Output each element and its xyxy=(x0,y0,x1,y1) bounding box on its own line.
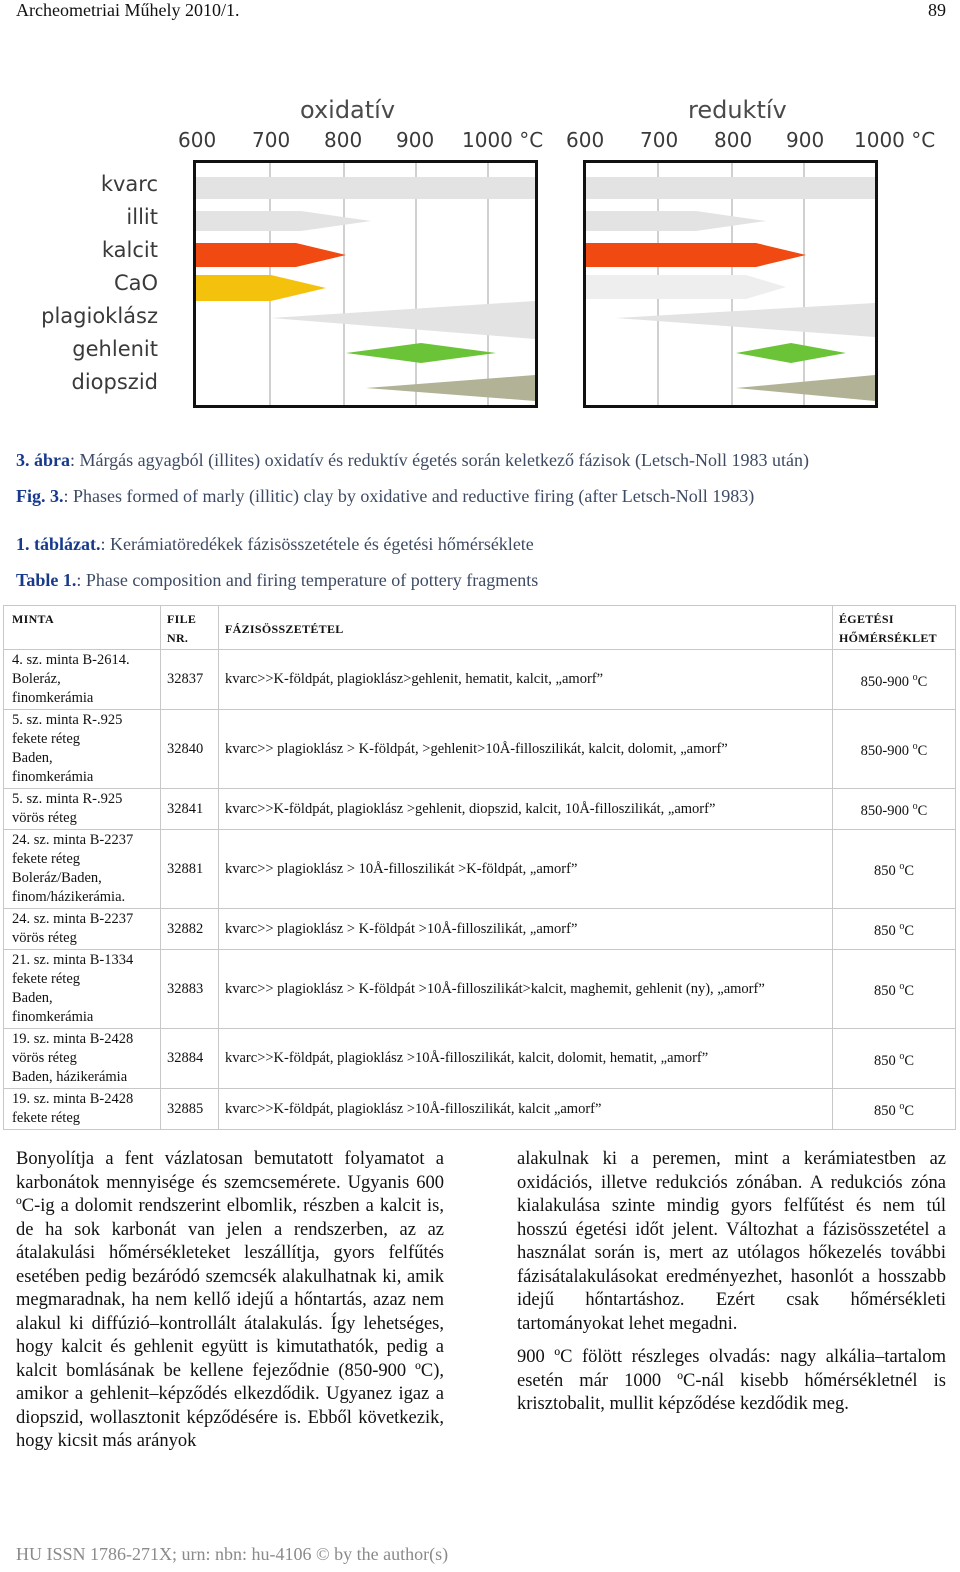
phase-label-kalcit: kalcit xyxy=(101,238,158,262)
table-row xyxy=(4,830,956,909)
footer-issn: HU ISSN 1786-271X; urn: nbn: hu-4106 © by the author(s) xyxy=(16,1544,449,1564)
ox-bar-kvarc xyxy=(196,177,535,199)
body-right-paragraph-1: alakulnak ki a peremen, mint a kerámiatestben az oxidációs, illetve redukciós zónában. A redukciós zóna kialakulása szinte mindig gyors felfűtést és nem túl hosszú égetési időt jelent. Változhat a fázisösszetétel a használat során is, mert az utólagos hőkezelés további fázisátalakulásokat eredményezhet, hasonlót a hosszabb idejű hőntartáshoz. Ezért csak hőmérsékleti tartományokat lehet megadni. xyxy=(517,1149,946,1334)
ox-tick-800: 800 xyxy=(324,128,363,152)
table-row xyxy=(4,1029,956,1089)
header-temp-line1: ÉGETÉSI xyxy=(839,612,894,626)
minta-line: fekete réteg xyxy=(12,851,81,867)
oxidative-phase-bars xyxy=(196,163,535,405)
minta-line: 21. sz. minta B-1334 xyxy=(12,952,134,968)
ox-bar-gehlenit xyxy=(346,343,496,363)
phase-composition-table xyxy=(3,605,956,1130)
minta-line: fekete réteg xyxy=(12,731,81,747)
body-column-left xyxy=(16,1148,444,1464)
degree-symbol: o xyxy=(899,1101,905,1113)
minta-line: 24. sz. minta B-2237 xyxy=(12,832,134,848)
phase-label-cao: CaO xyxy=(113,271,158,295)
header-minta: MINTA xyxy=(4,606,161,650)
reductive-phase-bars xyxy=(586,163,875,405)
minta-line: finomkerámia xyxy=(12,769,94,785)
reductive-panel xyxy=(583,160,878,408)
red-tick-1000: 1000 °C xyxy=(854,128,936,152)
table-body xyxy=(4,650,956,1130)
red-tick-900: 900 xyxy=(786,128,825,152)
cell-phase-composition: kvarc>> plagioklász > K-földpát >10Å-filloszilikát, „amorf” xyxy=(219,909,833,950)
cell-firing-temperature xyxy=(833,950,956,1029)
minta-line: Baden, xyxy=(12,990,53,1006)
table-row xyxy=(4,710,956,789)
minta-line: Boleráz, xyxy=(12,671,61,687)
red-tick-800: 800 xyxy=(714,128,753,152)
figure-caption-en-text: : Phases formed of marly (illitic) clay by oxidative and reductive firing (after Letsch-Noll 1983) xyxy=(63,486,755,506)
ox-tick-600: 600 xyxy=(178,128,217,152)
minta-line: 19. sz. minta B-2428 xyxy=(12,1031,134,1047)
phase-label-diopszid: diopszid xyxy=(71,370,158,394)
figure-caption-en-label: Fig. 3. xyxy=(16,486,64,506)
phase-diagram-figure xyxy=(0,80,960,420)
minta-line: 19. sz. minta B-2428 xyxy=(12,1091,134,1107)
red-bar-gehlenit xyxy=(736,343,846,363)
temperature-value: 850-900 xyxy=(860,673,910,690)
table-row xyxy=(4,650,956,710)
cell-phase-composition: kvarc>>K-földpát, plagioklász>gehlenit, hematit, kalcit, „amorf” xyxy=(219,650,833,710)
minta-line: Baden, házikerámia xyxy=(12,1069,128,1085)
ox-bar-kalcit xyxy=(196,243,346,267)
cell-minta xyxy=(4,710,161,789)
table-row xyxy=(4,1089,956,1130)
body-right-paragraph-2: 900 ºC fölött részleges olvadás: nagy alkália–tartalom esetén már 1000 ºC-nál kisebb hőmérsékletnél is krisztobalit, mullit képződése kezdődik meg. xyxy=(517,1347,946,1414)
table-caption-en xyxy=(16,570,538,591)
cell-file-nr: 32881 xyxy=(161,830,219,909)
red-bar-kalcit xyxy=(586,243,806,267)
table-caption-hu xyxy=(16,534,534,555)
cell-file-nr: 32840 xyxy=(161,710,219,789)
page-number: 89 xyxy=(928,0,946,20)
table-caption-en-text: : Phase composition and firing temperature of pottery fragments xyxy=(76,570,539,590)
cell-phase-composition: kvarc>>K-földpát, plagioklász >gehlenit, diopszid, kalcit, 10Å-filloszilikát, „amorf” xyxy=(219,789,833,830)
temperature-unit: C xyxy=(904,1052,915,1069)
minta-line: finomkerámia xyxy=(12,1009,94,1025)
temperature-value: 850 xyxy=(873,1102,896,1119)
minta-line: Boleráz/Baden, xyxy=(12,870,102,886)
header-temp xyxy=(833,606,956,650)
red-bar-kvarc xyxy=(586,177,875,199)
oxidative-panel xyxy=(193,160,538,408)
table-row xyxy=(4,789,956,830)
oxidative-panel-title: oxidatív xyxy=(300,96,396,124)
temperature-value: 850 xyxy=(873,982,896,999)
running-head: Archeometriai Műhely 2010/1. xyxy=(16,0,240,20)
minta-line: 5. sz. minta R-.925 xyxy=(12,712,123,728)
cell-phase-composition: kvarc>> plagioklász > K-földpát >10Å-filloszilikát>kalcit, maghemit, gehlenit (ny), „amorf” xyxy=(219,950,833,1029)
cell-phase-composition: kvarc>>K-földpát, plagioklász >10Å-filloszilikát, kalcit „amorf” xyxy=(219,1089,833,1130)
minta-line: finom/házikerámia. xyxy=(12,889,126,905)
temperature-value: 850-900 xyxy=(860,742,910,759)
phase-label-gehlenit: gehlenit xyxy=(72,337,158,361)
phase-label-plagioklasz: plagioklász xyxy=(41,304,158,328)
temperature-unit: C xyxy=(917,802,928,819)
ox-tick-700: 700 xyxy=(252,128,291,152)
phase-label-kvarc: kvarc xyxy=(100,172,158,196)
degree-symbol: o xyxy=(899,981,905,993)
cell-file-nr: 32884 xyxy=(161,1029,219,1089)
degree-symbol: o xyxy=(912,671,918,683)
table-caption-hu-label: 1. táblázat. xyxy=(16,534,101,554)
temperature-unit: C xyxy=(904,862,915,879)
minta-line: 5. sz. minta R-.925 xyxy=(12,791,123,807)
degree-symbol: o xyxy=(899,1050,905,1062)
red-bar-diopszid xyxy=(736,375,875,401)
header-file-line1: FILE xyxy=(167,612,197,626)
cell-phase-composition: kvarc>>K-földpát, plagioklász >10Å-filloszilikát, kalcit, dolomit, hematit, „amorf” xyxy=(219,1029,833,1089)
temperature-value: 850-900 xyxy=(860,802,910,819)
cell-minta xyxy=(4,650,161,710)
figure-caption-en xyxy=(16,486,754,507)
minta-line: Baden, xyxy=(12,750,53,766)
temperature-value: 850 xyxy=(873,862,896,879)
header-temp-line2: HŐMÉRSÉKLET xyxy=(839,631,937,645)
temperature-value: 850 xyxy=(873,1052,896,1069)
temperature-unit: C xyxy=(904,922,915,939)
cell-minta xyxy=(4,950,161,1029)
cell-file-nr: 32841 xyxy=(161,789,219,830)
ox-tick-1000: 1000 °C xyxy=(462,128,544,152)
degree-symbol: o xyxy=(912,801,918,813)
table-row xyxy=(4,909,956,950)
cell-firing-temperature xyxy=(833,710,956,789)
minta-line: finomkerámia xyxy=(12,690,94,706)
temperature-value: 850 xyxy=(873,922,896,939)
degree-symbol: o xyxy=(899,861,905,873)
body-column-right xyxy=(517,1148,946,1427)
cell-minta xyxy=(4,1029,161,1089)
header-file xyxy=(161,606,219,650)
cell-firing-temperature xyxy=(833,789,956,830)
figure-caption-hu-text: : Márgás agyagból (illites) oxidatív és reduktív égetés során keletkező fázisok (Letsch-Noll 1983 után) xyxy=(70,450,809,470)
cell-firing-temperature xyxy=(833,830,956,909)
cell-file-nr: 32837 xyxy=(161,650,219,710)
minta-line: 24. sz. minta B-2237 xyxy=(12,911,134,927)
cell-firing-temperature xyxy=(833,1089,956,1130)
figure-caption-hu xyxy=(16,450,809,471)
degree-symbol: o xyxy=(912,741,918,753)
table-caption-hu-text: : Kerámiatöredékek fázisösszetétele és égetési hőmérséklete xyxy=(100,534,534,554)
minta-line: vörös réteg xyxy=(12,1050,77,1066)
cell-phase-composition: kvarc>> plagioklász > K-földpát, >gehlenit>10Å-filloszilikát, kalcit, dolomit, „amorf” xyxy=(219,710,833,789)
temperature-unit: C xyxy=(904,982,915,999)
table-row xyxy=(4,950,956,1029)
header-file-line2: NR. xyxy=(167,631,189,645)
cell-firing-temperature xyxy=(833,909,956,950)
reductive-panel-title: reduktív xyxy=(688,96,787,124)
temperature-unit: C xyxy=(917,673,928,690)
minta-line: vörös réteg xyxy=(12,810,77,826)
red-bar-cao xyxy=(586,275,786,299)
ox-bar-plagioklasz xyxy=(271,301,535,339)
cell-firing-temperature xyxy=(833,650,956,710)
phase-label-illit: illit xyxy=(126,205,158,229)
minta-line: vörös réteg xyxy=(12,930,77,946)
ox-tick-900: 900 xyxy=(396,128,435,152)
figure-caption-hu-label: 3. ábra xyxy=(16,450,70,470)
header-phase: FÁZISÖSSZETÉTEL xyxy=(219,606,833,650)
cell-file-nr: 32883 xyxy=(161,950,219,1029)
ox-bar-diopszid xyxy=(366,375,535,401)
table-header-row xyxy=(4,606,956,650)
ox-bar-cao xyxy=(196,275,326,301)
red-bar-plagioklasz xyxy=(616,303,875,337)
cell-phase-composition: kvarc>> plagioklász > 10Å-filloszilikát >K-földpát, „amorf” xyxy=(219,830,833,909)
minta-line: fekete réteg xyxy=(12,971,81,987)
cell-firing-temperature xyxy=(833,1029,956,1089)
minta-line: fekete réteg xyxy=(12,1110,81,1126)
cell-file-nr: 32885 xyxy=(161,1089,219,1130)
temperature-unit: C xyxy=(904,1102,915,1119)
table-caption-en-label: Table 1. xyxy=(16,570,77,590)
cell-minta xyxy=(4,1089,161,1130)
temperature-unit: C xyxy=(917,742,928,759)
red-tick-700: 700 xyxy=(640,128,679,152)
cell-minta xyxy=(4,789,161,830)
body-left-paragraph-1: Bonyolítja a fent vázlatosan bemutatott folyamatot a karbonátok mennyisége és szemcsemérete. Ugyanis 600 ºC-ig a dolomit rendszerint elbomlik, részben a kalcit is, de ha sok karbonát van jelen a rendszerben, az az átalakulási hőmérsékleteket leszállítja, gyors felfűtés esetében pedig bezáródó szemcsék alakulhatnak ki, amik megmaradnak, ha nem kellő idejű a hőntartás, azaz nem alakul ki diffúzió–kontrollált átalakulás. Így lehetséges, hogy kalcit és gehlenit együtt is kimutathatók, pedig a kalcit bomlásának be kellene fejeződnie (850-900 ºC), amikor a gehlenit–képződés elkezdődik. Ugyanez igaz a diopszid, wollasztonit képződésére is. Ebből következik, hogy kicsit más arányok xyxy=(16,1149,444,1451)
minta-line: 4. sz. minta B-2614. xyxy=(12,652,130,668)
cell-minta xyxy=(4,830,161,909)
cell-file-nr: 32882 xyxy=(161,909,219,950)
red-tick-600: 600 xyxy=(566,128,605,152)
red-bar-illit xyxy=(586,211,766,231)
cell-minta xyxy=(4,909,161,950)
degree-symbol: o xyxy=(899,921,905,933)
